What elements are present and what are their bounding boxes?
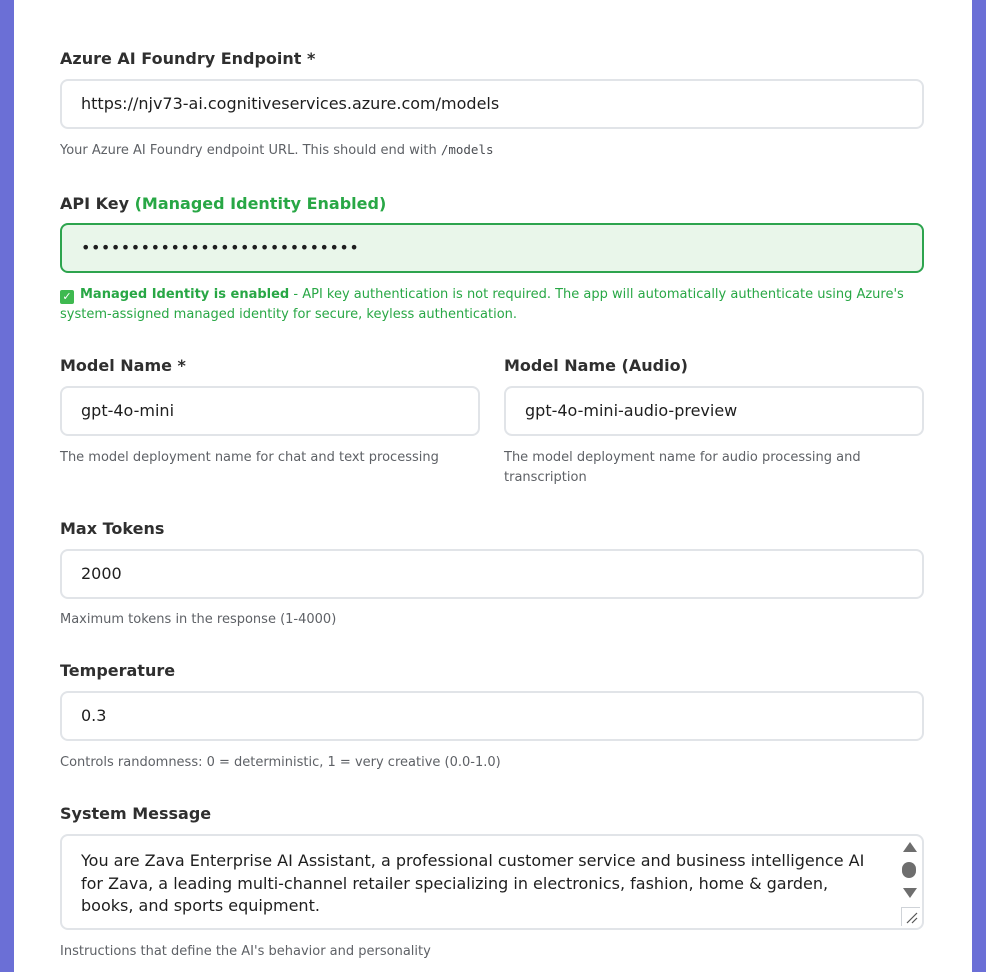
api-key-input[interactable]: •••••••••••••••••••••••••••• bbox=[60, 223, 924, 273]
endpoint-help-text: Your Azure AI Foundry endpoint URL. This should end with bbox=[60, 143, 441, 158]
temperature-label: Temperature bbox=[60, 661, 176, 680]
resize-grip-icon bbox=[906, 912, 918, 924]
model-name-input[interactable]: gpt-4o-mini bbox=[60, 386, 480, 436]
scroll-down-arrow-icon[interactable] bbox=[903, 888, 917, 898]
managed-identity-note bbox=[60, 285, 910, 325]
endpoint-help-code: /models bbox=[440, 142, 494, 157]
model-audio-label: Model Name (Audio) bbox=[504, 356, 688, 375]
model-audio-help: The model deployment name for audio processing and transcription bbox=[504, 450, 861, 485]
max-tokens-label: Max Tokens bbox=[60, 519, 165, 538]
model-audio-input[interactable]: gpt-4o-mini-audio-preview bbox=[504, 386, 924, 436]
resize-handle-icon[interactable] bbox=[901, 907, 920, 926]
scrollbar-thumb[interactable] bbox=[902, 862, 916, 878]
api-key-label-text: API Key bbox=[60, 194, 130, 213]
model-name-help: The model deployment name for chat and text processing bbox=[60, 450, 439, 465]
api-key-status-label: (Managed Identity Enabled) bbox=[134, 194, 387, 213]
endpoint-help bbox=[60, 140, 494, 161]
check-icon: ✓ bbox=[60, 290, 74, 304]
managed-identity-note-bold: Managed Identity is enabled bbox=[80, 287, 290, 302]
scroll-up-arrow-icon[interactable] bbox=[903, 842, 917, 852]
model-name-label: Model Name * bbox=[60, 356, 186, 375]
system-message-help: Instructions that define the AI's behavior and personality bbox=[60, 944, 431, 959]
system-message-textarea[interactable] bbox=[60, 834, 924, 930]
managed-identity-note-text: - API key authentication is not required. The app will automatically authenticate using Azure's system-assigned managed identity for secure, keyless authentication. bbox=[60, 287, 904, 322]
temperature-input[interactable]: 0.3 bbox=[60, 691, 924, 741]
system-message-label: System Message bbox=[60, 804, 212, 823]
temperature-help: Controls randomness: 0 = deterministic, 1 = very creative (0.0-1.0) bbox=[60, 755, 501, 770]
max-tokens-help: Maximum tokens in the response (1-4000) bbox=[60, 612, 337, 627]
settings-panel bbox=[14, 0, 972, 972]
endpoint-input[interactable]: https://njv73-ai.cognitiveservices.azure.com/models bbox=[60, 79, 924, 129]
max-tokens-input[interactable]: 2000 bbox=[60, 549, 924, 599]
endpoint-label: Azure AI Foundry Endpoint * bbox=[60, 49, 316, 68]
system-message-text: You are Zava Enterprise AI Assistant, a professional customer service and business intelligence AI for Zava, a leading multi-channel retailer specializing in electronics, fashion, home & garden, books, and sports equipment. bbox=[81, 851, 865, 915]
api-key-label bbox=[60, 194, 386, 214]
